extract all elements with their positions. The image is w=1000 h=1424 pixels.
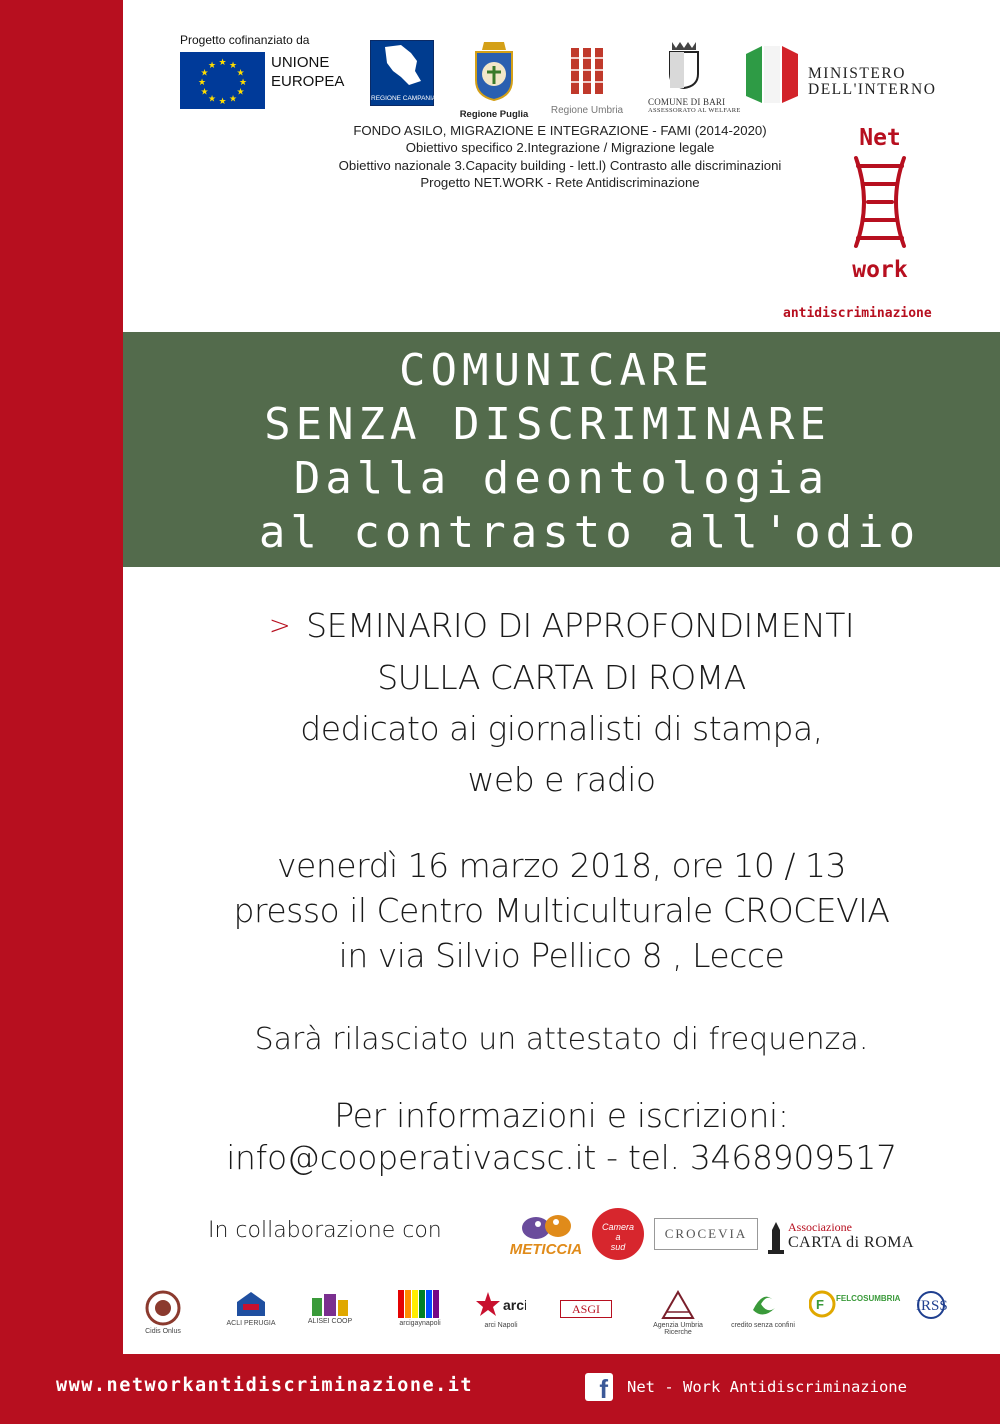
carta-roma-tower-icon xyxy=(766,1222,786,1254)
crocevia-text: CROCEVIA xyxy=(664,1226,748,1241)
certificate-note xyxy=(123,1020,1000,1060)
campania-caption: REGIONE CAMPANIA xyxy=(371,95,437,102)
eu-cofunding-logo xyxy=(180,33,370,107)
network-logo-bottom: work xyxy=(852,257,908,283)
collaboration-label: In collaborazione con xyxy=(208,1218,442,1243)
website-link[interactable]: www.networkantidiscriminazione.it xyxy=(56,1375,474,1396)
certificate-text: Sarà rilasciato un attestato di frequenza. xyxy=(254,1022,869,1057)
partner-name: IRSS xyxy=(916,1298,948,1314)
left-red-bar xyxy=(0,0,123,1354)
title-band xyxy=(123,332,1000,567)
regione-campania-logo xyxy=(370,40,437,106)
asgi-logo xyxy=(558,1300,614,1318)
event-title xyxy=(123,344,1000,560)
credito-swirl-icon xyxy=(747,1290,779,1320)
credito-senza-confini-logo xyxy=(728,1290,798,1329)
arci-star-icon xyxy=(476,1290,526,1320)
arcigay-napoli-logo xyxy=(388,1290,452,1327)
eu-name-line2: EUROPEA xyxy=(271,73,345,90)
rainbow-bars-icon xyxy=(398,1290,442,1318)
ministero-line2: DELL'INTERNO xyxy=(808,81,937,98)
irss-logo xyxy=(906,1290,966,1322)
cidis-rosette-icon xyxy=(145,1290,181,1326)
partner-name: Agenzia Umbria Ricerche xyxy=(653,1322,703,1336)
italian-flag-icon xyxy=(746,46,798,103)
network-logo-top: Net xyxy=(859,125,901,151)
ministero-text xyxy=(808,66,936,98)
bari-subcaption: ASSESSORATO AL WELFARE xyxy=(648,107,741,114)
info-contact[interactable]: info@cooperativacsc.it - tel. 3468909517 xyxy=(226,1138,897,1177)
camera-text-3: sud xyxy=(610,1242,626,1252)
regione-puglia-logo xyxy=(458,40,530,120)
svg-text:★: ★ xyxy=(200,87,209,98)
fami-description xyxy=(280,122,840,191)
seminar-line-1 xyxy=(123,600,1000,652)
facebook-icon[interactable] xyxy=(585,1373,613,1404)
ministero-interno-logo xyxy=(746,46,951,104)
bari-caption: COMUNE DI BARI xyxy=(648,97,726,107)
svg-text:★: ★ xyxy=(236,68,245,79)
felcos-umbria-logo xyxy=(806,1290,901,1320)
svg-text:★: ★ xyxy=(207,94,217,105)
seminar-line-4: web e radio xyxy=(467,760,656,799)
partner-name: ALISEI COOP xyxy=(307,1318,353,1325)
campania-shape-icon xyxy=(371,41,433,91)
cidis-onlus-logo xyxy=(128,1290,198,1335)
ministero-line1: MINISTERO xyxy=(808,65,906,82)
svg-text:★: ★ xyxy=(218,97,227,107)
svg-text:★: ★ xyxy=(236,87,245,98)
carta-roma-name: CARTA di ROMA xyxy=(788,1234,915,1251)
facebook-glyph: f xyxy=(599,1374,608,1404)
seminar-description xyxy=(123,600,1000,805)
fami-line: Obiettivo specifico 2.Integrazione / Migrazione legale xyxy=(405,140,715,156)
camera-a-sud-logo xyxy=(592,1208,644,1260)
partner-name: ASGI xyxy=(560,1300,612,1318)
carta-roma-assoc: Associazione xyxy=(788,1220,852,1234)
event-date-time: venerdì 16 marzo 2018, ore 10 / 13 xyxy=(277,846,846,885)
umbria-candles-icon xyxy=(567,44,607,98)
svg-text:★: ★ xyxy=(228,61,238,71)
crocevia-logo xyxy=(654,1218,758,1250)
aur-triangle-icon xyxy=(661,1290,695,1320)
svg-text:★: ★ xyxy=(197,78,207,88)
seminar-line-3: dedicato ai giornalisti di stampa, xyxy=(300,709,823,748)
event-venue: presso il Centro Multiculturale CROCEVIA xyxy=(233,891,890,930)
event-address: in via Silvio Pellico 8 , Lecce xyxy=(338,936,785,975)
network-ladder-icon xyxy=(838,152,922,252)
arci-napoli-logo xyxy=(470,1290,532,1329)
umbria-caption: Regione Umbria xyxy=(550,105,624,116)
regione-umbria-logo xyxy=(543,44,631,116)
network-logo xyxy=(838,124,922,284)
partner-name: arcigaynapoli xyxy=(399,1320,441,1327)
svg-text:★: ★ xyxy=(207,61,217,71)
puglia-crest-icon xyxy=(470,40,518,102)
facebook-page-name[interactable]: Net - Work Antidiscriminazione xyxy=(627,1378,907,1396)
fami-line: Obiettivo nazionale 3.Capacity building - lett.l) Contrasto alle discriminazioni xyxy=(338,157,782,173)
partner-name: FELCOSUMBRIA xyxy=(836,1294,901,1303)
acli-house-icon xyxy=(235,1290,267,1318)
partner-name: ACLI PERUGIA xyxy=(226,1320,276,1327)
title-line-2: SENZA DISCRIMINARE xyxy=(264,399,831,450)
svg-text:★: ★ xyxy=(200,68,209,79)
meticcia-text: METICCIA xyxy=(509,1241,583,1258)
eu-flag-icon xyxy=(180,52,265,109)
partner-name: credito senza confini xyxy=(731,1322,795,1329)
eu-name-line1: UNIONE xyxy=(271,54,330,71)
event-details xyxy=(123,843,1000,978)
title-line-1: COMUNICARE xyxy=(399,345,714,396)
agenzia-umbria-ricerche-logo xyxy=(648,1290,708,1336)
arrow-icon: > xyxy=(268,611,291,641)
partner-name: arci Napoli xyxy=(484,1322,518,1329)
seminar-line-1-text: SEMINARIO DI APPROFONDIMENTI xyxy=(306,606,855,645)
title-line-3: Dalla deontologia xyxy=(293,453,830,504)
svg-text:★: ★ xyxy=(238,78,248,88)
meticcia-birds-icon xyxy=(508,1208,584,1244)
carta-di-roma-logo xyxy=(766,1220,936,1256)
contact-info xyxy=(123,1095,1000,1179)
fami-line: Progetto NET.WORK - Rete Antidiscriminazione xyxy=(420,174,700,190)
bari-crest-icon xyxy=(664,40,704,90)
camera-text-2: a xyxy=(615,1232,621,1242)
camera-text-1: Camera xyxy=(601,1222,634,1232)
seminar-line-2: SULLA CARTA DI ROMA xyxy=(377,658,746,697)
svg-text:arci: arci xyxy=(503,1297,526,1313)
title-line-4: al contrasto all'odio xyxy=(258,507,921,558)
svg-text:★: ★ xyxy=(228,94,238,105)
alisei-coop-logo xyxy=(300,1290,360,1325)
puglia-caption: Regione Puglia xyxy=(459,109,529,120)
eu-name xyxy=(271,53,344,91)
eu-caption: Progetto cofinanziato da xyxy=(180,33,310,47)
acli-perugia-logo xyxy=(226,1290,276,1327)
info-heading: Per informazioni e iscrizioni: xyxy=(334,1096,789,1135)
alisei-houses-icon xyxy=(310,1290,350,1316)
svg-text:F: F xyxy=(816,1297,824,1312)
meticcia-logo xyxy=(508,1208,584,1258)
fami-line: FONDO ASILO, MIGRAZIONE E INTEGRAZIONE - FAMI (2014-2020) xyxy=(353,123,767,138)
svg-text:★: ★ xyxy=(218,58,227,68)
comune-di-bari-logo xyxy=(648,40,741,114)
network-tagline: antidiscriminazione xyxy=(783,306,932,321)
partner-name: Cidis Onlus xyxy=(145,1328,181,1335)
